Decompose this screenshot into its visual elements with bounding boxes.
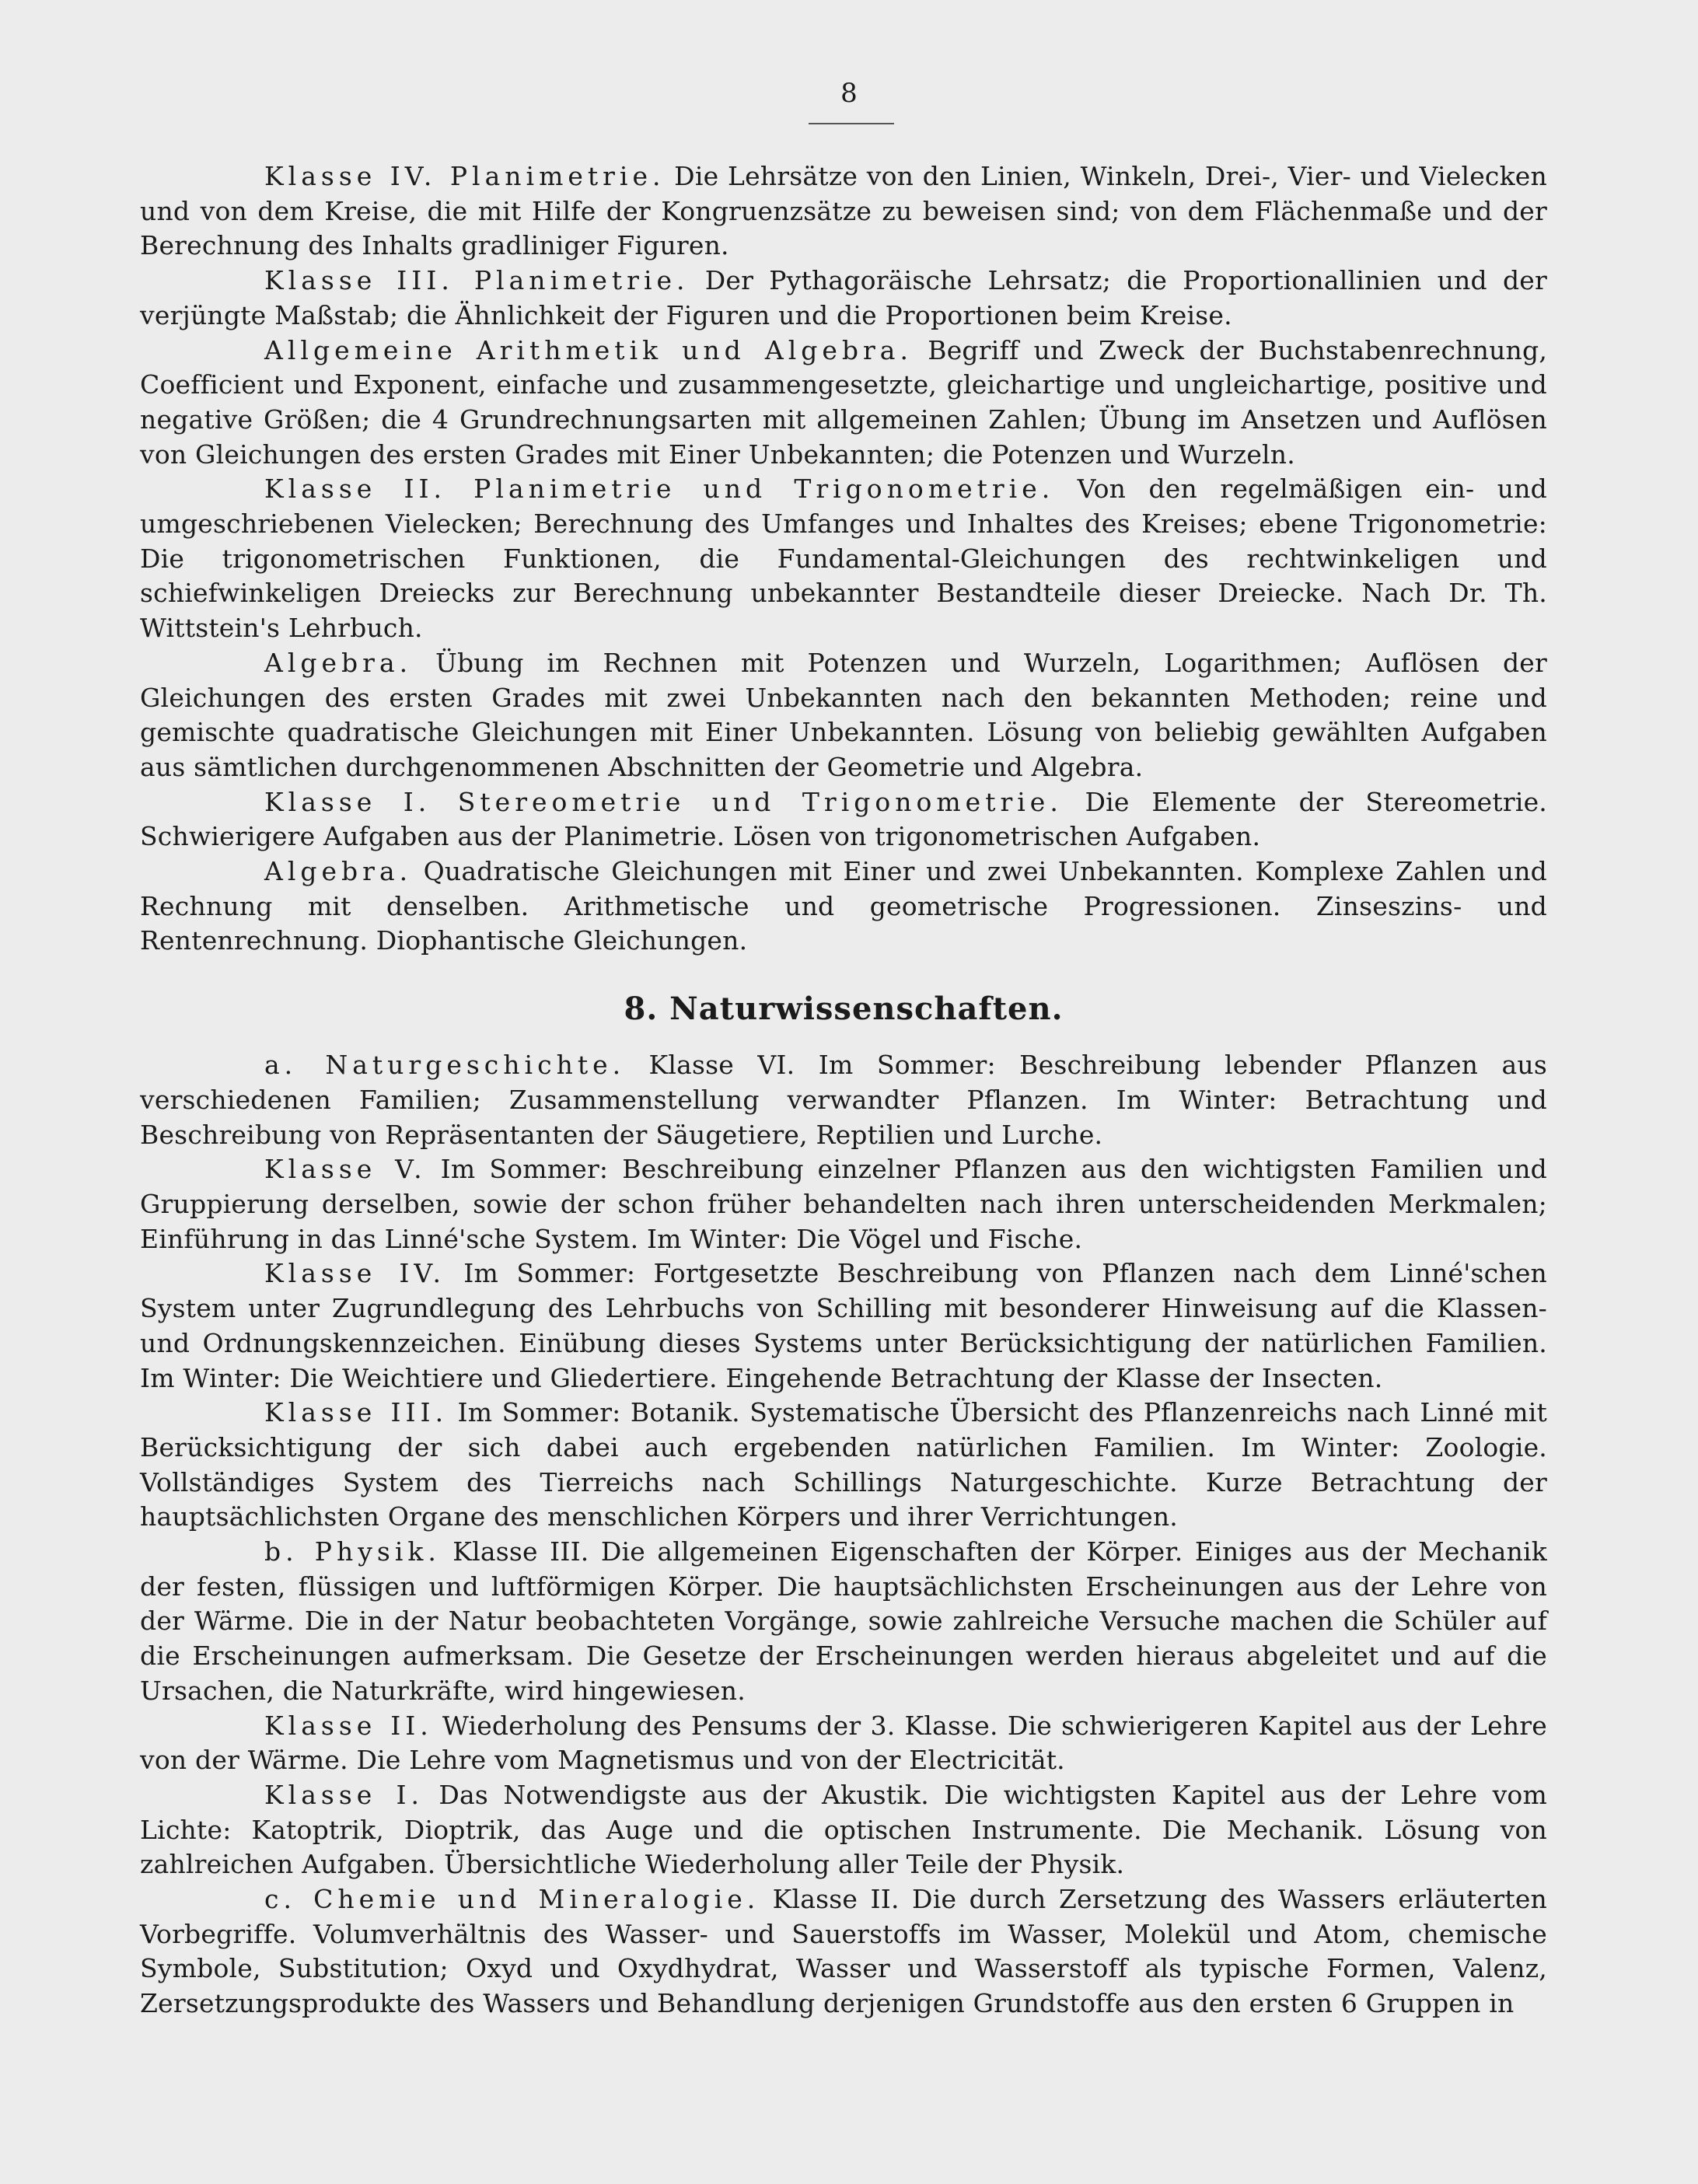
paragraph-lead: Klasse III. (264, 1397, 449, 1428)
paragraph (140, 1256, 1547, 1396)
paragraph-text: Das Notwendigste aus der Akustik. Die wichtigsten Kapitel aus der Lehre vom Lichte: Katoptrik, Dioptrik, das Auge und die optischen Instrumente. Die Mechanik. Lösung von zahlreichen Aufgaben. Übersichtliche Wiederholung aller Teile der Physik. (140, 1779, 1547, 1880)
paragraph (140, 1152, 1547, 1256)
paragraph-text: Klasse II. Die durch Zersetzung des Wassers erläuterten Vorbegriffe. Volumverhältnis des Wasser- und Sauerstoffs im Wasser, Molekül und Atom, chemische Symbole, Substitution; Oxyd und Oxydhydrat, Wasser und Wasserstoff als typische Formen, Valenz, Zersetzungsprodukte des Wassers und Behandlung derjenigen Grundstoffe aus den ersten 6 Gruppen in (140, 1884, 1547, 2019)
paragraph-text: Übung im Rechnen mit Potenzen und Wurzeln, Logarithmen; Auflösen der Gleichungen des ersten Grades mit zwei Unbekannten nach den bekannten Methoden; reine und gemischte quadratische Gleichungen mit Einer Unbekannten. Lösung von beliebig gewählten Aufgaben aus sämtlichen durchgenommenen Abschnitten der Geometrie und Algebra. (140, 647, 1547, 782)
paragraph (140, 472, 1547, 646)
paragraph-lead: Algebra. (264, 647, 413, 678)
paragraph-lead: Klasse V. (264, 1154, 427, 1185)
paragraph-lead: Allgemeine Arithmetik und Algebra. (264, 334, 913, 365)
paragraph (140, 159, 1547, 264)
page-number: 8 (840, 78, 858, 109)
paragraph (140, 1396, 1547, 1535)
paragraph-lead: Klasse III. Planimetrie. (264, 265, 690, 296)
paragraph-text: Begriff und Zweck der Buchstabenrechnung, Coefficient und Exponent, einfache und zusammengesetzte, gleichartige und ungleichartige, positive und negative Größen; die 4 Grundrechnungsarten mit allgemeinen Zahlen; Übung im Ansetzen und Auflösen von Gleichungen des ersten Grades mit Einer Unbekannten; die Potenzen und Wurzeln. (140, 334, 1548, 470)
paragraph-text: Im Sommer: Fortgesetzte Beschreibung von Pflanzen nach dem Linné'schen System unter Zugrundlegung des Lehrbuchs von Schilling mit besonderer Hinweisung auf die Klassen- und Ordnungskennzeichen. Einübung dieses Systems unter Berücksichtigung der natürlichen Familien. Im Winter: Die Weichtiere und Gliedertiere. Eingehende Betrachtung der Klasse der Insecten. (140, 1258, 1548, 1393)
paragraph-lead: Klasse IV. Planimetrie. (264, 161, 666, 191)
paragraph (140, 1882, 1547, 2022)
paragraph (140, 334, 1547, 473)
paragraph-text: Im Sommer: Beschreibung einzelner Pflanzen aus den wichtigsten Familien und Gruppierung derselben, sowie der schon früher behandelten nach ihren unterscheidenden Merkmalen; Einführung in das Linné'sche System. Im Winter: Die Vögel und Fische. (140, 1154, 1547, 1254)
paragraph-text: Die Lehrsätze von den Linien, Winkeln, Drei-, Vier- und Vielecken und von dem Kreise, die mit Hilfe der Kongruenzsätze zu beweisen sind; von dem Flächenmaße und der Berechnung des Inhalts gradliniger Figuren. (140, 161, 1547, 261)
paragraph-text: Quadratische Gleichungen mit Einer und zwei Unbekannten. Komplexe Zahlen und Rechnung mit denselben. Arithmetische und geometrische Progressionen. Zinseszins- und Rentenrechnung. Diophantische Gleichungen. (140, 856, 1547, 956)
paragraph (140, 1048, 1547, 1152)
paragraph-lead: Algebra. (264, 856, 413, 887)
paragraph-text: Im Sommer: Botanik. Systematische Übersicht des Pflanzenreichs nach Linné mit Berücksichtigung der sich dabei auch ergebenden natürlichen Familien. Im Winter: Zoologie. Vollständiges System des Tierreichs nach Schillings Naturgeschichte. Kurze Betrachtung der hauptsächlichsten Organe des menschlichen Körpers und ihrer Verrichtungen. (140, 1397, 1547, 1532)
paragraph-lead: Klasse I. Stereometrie und Trigonometrie. (264, 786, 1063, 817)
section-heading: 8. Naturwissenschaften. (624, 991, 1064, 1028)
page-body (140, 159, 1547, 2022)
paragraph (140, 1778, 1547, 1882)
paragraph-text: Klasse III. Die allgemeinen Eigenschaften der Körper. Einiges aus der Mechanik der festen, flüssigen und luftförmigen Körper. Die hauptsächlichsten Erscheinungen aus der Lehre von der Wärme. Die in der Natur beobachteten Vorgänge, sowie zahlreiche Versuche machen die Schüler auf die Erscheinungen aufmerksam. Die Gesetze der Erscheinungen werden hieraus abgeleitet und auf die Ursachen, die Naturkräfte, wird hingewiesen. (140, 1536, 1547, 1706)
paragraph (140, 264, 1547, 333)
page-number-rule (809, 123, 894, 124)
paragraph-lead: c. Chemie und Mineralogie. (264, 1884, 760, 1915)
paragraph-lead: Klasse I. (264, 1779, 424, 1810)
paragraph-text: Klasse VI. Im Sommer: Beschreibung lebender Pflanzen aus verschiedenen Familien; Zusammenstellung verwandter Pflanzen. Im Winter: Betrachtung und Beschreibung von Repräsentanten der Säugetiere, Reptilien und Lurche. (140, 1050, 1547, 1150)
paragraph-lead: Klasse II. Planimetrie und Trigonometrie. (264, 473, 1055, 505)
paragraph-text: Von den regelmäßigen ein- und umgeschriebenen Vielecken; Berechnung des Umfanges und Inhaltes des Kreises; ebene Trigonometrie: Die trigonometrischen Funktionen, die Fundamental-Gleichungen des rechtwinkeligen und schiefwinkeligen Dreiecks zur Berechnung unbekannter Bestandteile dieser Dreiecke. Nach Dr. Th. Wittstein's Lehrbuch. (140, 473, 1547, 644)
paragraph (140, 1709, 1547, 1778)
paragraph-text: Der Pythagoräische Lehrsatz; die Proportionallinien und der verjüngte Maßstab; die Ähnlichkeit der Figuren und die Proportionen beim Kreise. (140, 265, 1548, 330)
paragraph-text: Wiederholung des Pensums der 3. Klasse. Die schwierigeren Kapitel aus der Lehre von der Wärme. Die Lehre vom Magnetismus und von der Electricität. (140, 1710, 1547, 1776)
paragraph-lead: Klasse IV. (264, 1258, 445, 1289)
paragraph-lead: a. Naturgeschichte. (264, 1050, 626, 1081)
paragraph-lead: Klasse II. (264, 1710, 433, 1741)
paragraph-lead: b. Physik. (264, 1536, 441, 1567)
paragraph (140, 854, 1547, 959)
paragraph (140, 785, 1547, 854)
paragraph (140, 1535, 1547, 1709)
paragraph (140, 646, 1547, 785)
paragraph-text: Die Elemente der Stereometrie. Schwierigere Aufgaben aus der Planimetrie. Lösen von trigonometrischen Aufgaben. (140, 786, 1547, 852)
